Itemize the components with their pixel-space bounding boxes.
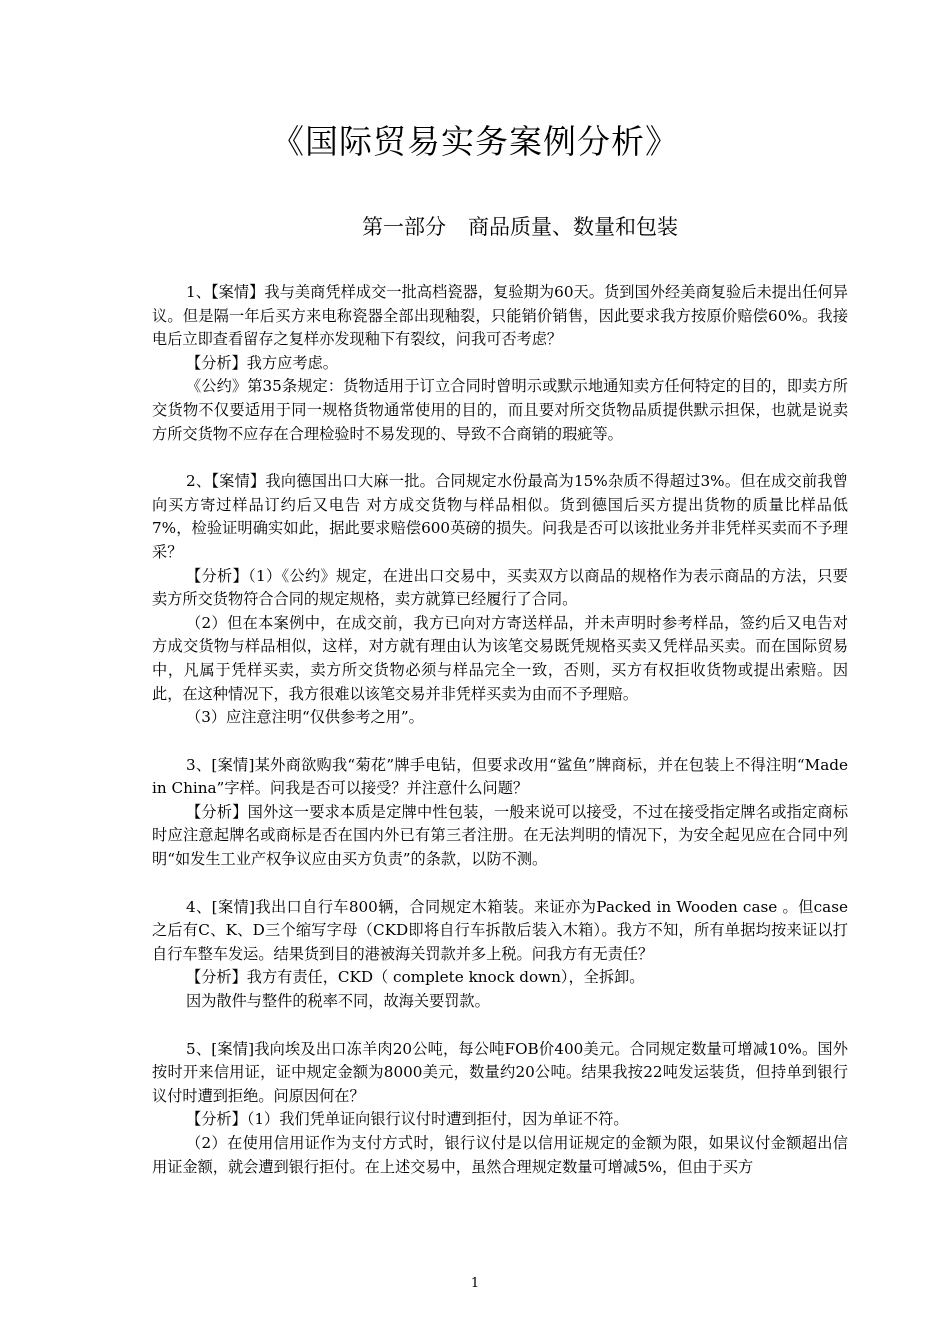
case-analysis: 因为散件与整件的税率不同，故海关要罚款。 bbox=[186, 992, 490, 1011]
document-title: 《国际贸易实务案例分析》 bbox=[271, 122, 679, 161]
page-number: 1 bbox=[470, 1276, 480, 1291]
part-number: 第一部分 bbox=[362, 215, 446, 239]
case-analysis: （3）应注意注明“仅供参考之用”。 bbox=[186, 708, 424, 727]
case-analysis: 【分析】（1）我们凭单证向银行议付时遭到拒付，因为单证不符。 bbox=[186, 1110, 629, 1129]
case-4 bbox=[152, 896, 848, 1014]
case-facts: 5、[案情]我向埃及出口冻羊肉20公吨，每公吨FOB价400美元。合同规定数量可增减10%。国外按时开来信用证，证中规定金额为8000美元，数量约20公吨。结果我按22吨发运装货，但持单到银行议付时遭到拒绝。问原因何在？ bbox=[152, 1039, 848, 1105]
case-analysis: 《公约》第35条规定：货物适用于订立合同时曾明示或默示地通知卖方任何特定的目的，即卖方所交货物不仅要适用于同一规格货物通常使用的目的，而且要对所交货物品质提供默示担保，也就是说卖方所交货物不应存在合理检验时不易发现的、导致不合商销的瑕疵等。 bbox=[152, 377, 848, 443]
case-5 bbox=[152, 1038, 848, 1180]
case-analysis: （2）但在本案例中，在成交前，我方已向对方寄送样品，并未声明时参考样品，签约后又电告对方成交货物与样品相似，这样，对方就有理由认为该笔交易既凭规格买卖又凭样品买卖。而在国际贸易中，凡属于凭样买卖，卖方所交货物必须与样品完全一致，否则，买方有权拒收货物或提出索赔。因此，在这种情况下，我方很难以该笔交易并非凭样买卖为由而不予理赔。 bbox=[152, 613, 848, 703]
document-body bbox=[152, 281, 848, 1179]
case-analysis: （2）在使用信用证作为支付方式时，银行议付是以信用证规定的金额为限，如果议付金额超出信用证金额，就会遭到银行拒付。在上述交易中，虽然合理规定数量可增减5%，但由于买方 bbox=[152, 1134, 848, 1176]
case-facts: 1、【案情】我与美商凭样成交一批高档瓷器，复验期为60天。货到国外经美商复验后未提出任何异议。但是隔一年后买方来电称瓷器全部出现釉裂，只能销价销售，因此要求我方按原价赔偿60%。我接电后立即查看留存之复样亦发现釉下有裂纹，问我可否考虑？ bbox=[152, 283, 848, 349]
case-analysis: 【分析】国外这一要求本质是定牌中性包装，一般来说可以接受，不过在接受指定牌名或指定商标时应注意起牌名或商标是否在国内外已有第三者注册。在无法判明的情况下，为安全起见应在合同中列明“如发生工业产权争议应由买方负责”的条款，以防不测。 bbox=[152, 802, 848, 869]
case-analysis: 【分析】（1）《公约》规定，在进出口交易中，买卖双方以商品的规格作为表示商品的方法，只要卖方所交货物符合合同的规定规格，卖方就算已经履行了合同。 bbox=[152, 566, 848, 609]
case-1 bbox=[152, 281, 848, 446]
case-facts: 2、【案情】我向德国出口大麻一批。合同规定水份最高为15%杂质不得超过3%。但在成交前我曾向买方寄过样品订约后又电告 对方成交货物与样品相似。货到德国后买方提出货物的质量比样品低7%，检验证明确实如此，据此要求赔偿600英磅的损失。问我是否可以该批业务并非凭样买卖而不予理采？ bbox=[152, 472, 848, 561]
part-heading bbox=[0, 212, 950, 242]
part-topic: 商品质量、数量和包装 bbox=[468, 215, 678, 239]
case-2 bbox=[152, 470, 848, 730]
case-analysis: 【分析】我方应考虑。 bbox=[186, 353, 338, 372]
case-3 bbox=[152, 754, 848, 872]
case-analysis: 【分析】我方有责任，CKD（ complete knock down），全拆卸。 bbox=[186, 968, 645, 987]
case-facts: 3、[案情]某外商欲购我“菊花”牌手电钻，但要求改用“鲨鱼”牌商标，并在包装上不得注明“Made in China”字样。问我是否可以接受？并注意什么问题？ bbox=[152, 755, 848, 798]
case-facts: 4、[案情]我出口自行车800辆，合同规定木箱装。来证亦为Packed in Wooden case 。但case之后有C、K、D三个缩写字母（CKD即将自行车拆散后装入木箱）。我方不知，所有单据均按来证以打自行车整车发运。结果货到目的港被海关罚款并多上税。问我方有无责任？ bbox=[152, 897, 848, 963]
